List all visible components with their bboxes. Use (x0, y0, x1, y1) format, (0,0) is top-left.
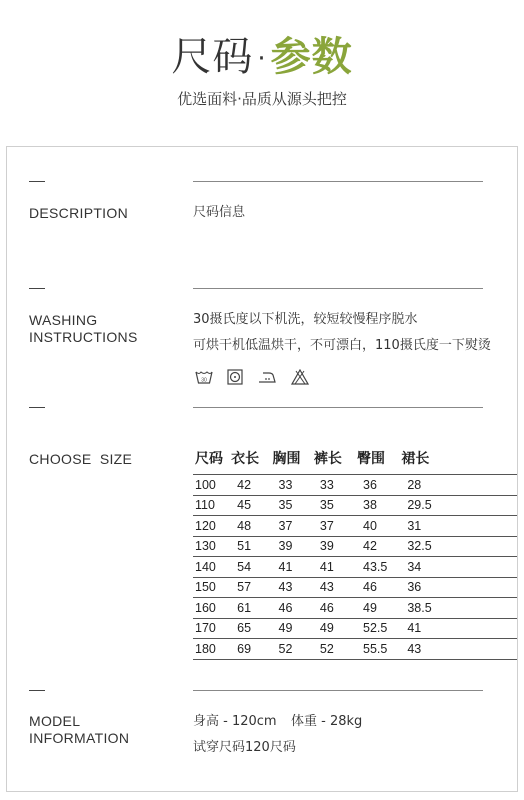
cell-size: 120 (193, 516, 231, 537)
section-divider-short (29, 407, 45, 408)
cell-pants-length: 37 (314, 516, 357, 537)
cell-pants-length: 46 (314, 598, 357, 619)
cell-size: 140 (193, 557, 231, 578)
cell-hip: 36 (357, 475, 401, 496)
cell-hip: 40 (357, 516, 401, 537)
size-table-header (193, 447, 517, 475)
model-label-line2: INFORMATION (29, 730, 130, 746)
washing-label-line1: WASHING (29, 312, 98, 328)
washing-line-1: 30摄氏度以下机洗，较短较慢程序脱水 (193, 312, 418, 327)
cell-top-length: 45 (231, 495, 272, 516)
table-row (193, 475, 517, 496)
cell-chest: 39 (273, 536, 314, 557)
cell-pants-length: 41 (314, 557, 357, 578)
description-value: 尺码信息 (193, 205, 246, 220)
cell-chest: 46 (273, 598, 314, 619)
header-pants-length: 裤长 (313, 451, 342, 467)
header-hip: 臀围 (357, 451, 386, 467)
choose-size-label (29, 451, 132, 468)
cell-hip: 52.5 (357, 618, 401, 639)
cell-top-length: 65 (231, 618, 272, 639)
cell-size: 150 (193, 577, 231, 598)
page-title (0, 30, 524, 86)
cell-chest: 52 (273, 639, 314, 660)
svg-text:30: 30 (201, 377, 207, 384)
title-dot: · (257, 44, 267, 74)
header-chest: 胸围 (272, 451, 301, 467)
cell-hip: 46 (357, 577, 401, 598)
cell-chest: 37 (273, 516, 314, 537)
cell-skirt-length: 29.5 (401, 495, 517, 516)
cell-hip: 55.5 (357, 639, 401, 660)
cell-skirt-length: 32.5 (401, 536, 517, 557)
washing-label (29, 312, 138, 346)
cell-chest: 41 (273, 557, 314, 578)
cell-pants-length: 43 (314, 577, 357, 598)
washing-line-2: 可烘干机低温烘干，不可漂白，110摄氏度一下熨烫 (193, 338, 491, 353)
header-skirt-length: 裙长 (401, 451, 430, 467)
model-weight: 体重 - 28kg (291, 714, 363, 729)
model-label-line1: MODEL (29, 713, 81, 729)
size-info-card (6, 146, 518, 792)
cell-pants-length: 35 (314, 495, 357, 516)
cell-top-length: 61 (231, 598, 272, 619)
table-row (193, 557, 517, 578)
table-row (193, 598, 517, 619)
cell-hip: 42 (357, 536, 401, 557)
section-divider-short (29, 181, 45, 182)
cell-hip: 43.5 (357, 557, 401, 578)
cell-pants-length: 33 (314, 475, 357, 496)
model-height: 身高 - 120cm (193, 714, 277, 729)
section-divider-short (29, 288, 45, 289)
cell-skirt-length: 38.5 (401, 598, 517, 619)
header-size: 尺码 (195, 451, 223, 467)
cell-hip: 49 (357, 598, 401, 619)
header-top-length: 衣长 (231, 451, 260, 467)
section-divider-long (193, 288, 483, 289)
cell-chest: 49 (273, 618, 314, 639)
title-part-params: 参数 (270, 34, 353, 80)
cell-skirt-length: 36 (401, 577, 517, 598)
section-divider-long (193, 181, 483, 182)
cell-skirt-length: 41 (401, 618, 517, 639)
cell-pants-length: 49 (314, 618, 357, 639)
cell-size: 110 (193, 495, 231, 516)
cell-size: 160 (193, 598, 231, 619)
model-trial-size: 试穿尺码120尺码 (193, 740, 296, 755)
cell-chest: 33 (273, 475, 314, 496)
cell-size: 130 (193, 536, 231, 557)
wash-30-icon (195, 369, 213, 385)
cell-chest: 43 (273, 577, 314, 598)
cell-hip: 38 (357, 495, 401, 516)
cell-top-length: 54 (231, 557, 272, 578)
tumble-dry-low-icon (227, 369, 243, 385)
section-divider-long (193, 407, 483, 408)
size-table (193, 447, 517, 660)
cell-skirt-length: 43 (401, 639, 517, 660)
table-row (193, 495, 517, 516)
model-label (29, 713, 129, 747)
cell-size: 180 (193, 639, 231, 660)
cell-pants-length: 52 (314, 639, 357, 660)
cell-top-length: 48 (231, 516, 272, 537)
cell-chest: 35 (273, 495, 314, 516)
washing-label-line2: INSTRUCTIONS (29, 329, 138, 345)
table-row (193, 577, 517, 598)
table-row (193, 516, 517, 537)
table-row (193, 639, 517, 660)
section-divider-long (193, 690, 483, 691)
choose-size-text: CHOOSE SIZE (29, 451, 133, 467)
iron-medium-icon (257, 369, 277, 385)
cell-skirt-length: 31 (401, 516, 517, 537)
section-divider-short (29, 690, 45, 691)
cell-skirt-length: 28 (401, 475, 517, 496)
cell-top-length: 69 (231, 639, 272, 660)
page-header (0, 30, 524, 109)
cell-top-length: 42 (231, 475, 272, 496)
cell-skirt-length: 34 (401, 557, 517, 578)
title-part-size: 尺码 (171, 34, 254, 80)
cell-size: 170 (193, 618, 231, 639)
description-label: DESCRIPTION (29, 205, 128, 221)
care-icons (195, 369, 309, 385)
table-row (193, 536, 517, 557)
page-subtitle: 优选面料·品质从源头把控 (177, 90, 347, 108)
cell-top-length: 51 (231, 536, 272, 557)
cell-top-length: 57 (231, 577, 272, 598)
no-bleach-icon (291, 369, 309, 385)
table-row (193, 618, 517, 639)
cell-size: 100 (193, 475, 231, 496)
cell-pants-length: 39 (314, 536, 357, 557)
